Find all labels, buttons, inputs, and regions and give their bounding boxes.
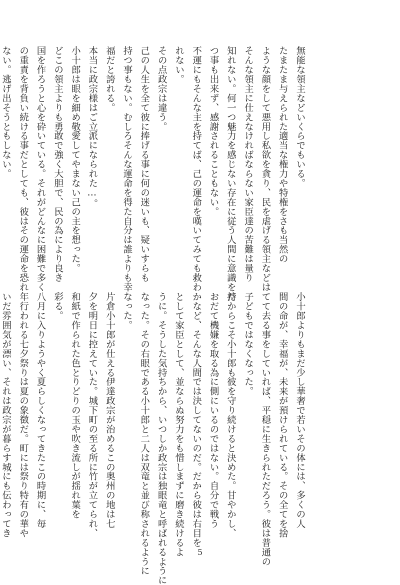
text-line: 不運にもそんな主を持てば、己の運命を嘆いてみても救わ xyxy=(190,46,202,292)
text-line: 持つ事もない。むしろそんな運命を得た自分は誰よりも幸 xyxy=(121,46,133,292)
page-number: 5 xyxy=(197,548,203,557)
text-line: 子どもではなくなった。 xyxy=(242,292,254,396)
text-line: おだて機嫌を取る為に側にいるのではない。自分で戦う xyxy=(207,292,219,529)
text-line: 八月に入りようやく夏らしくなってきたこの時期に、毎 xyxy=(34,292,46,529)
text-line: 間の命が、幸福が、未来が預けられている。その全てを捨 xyxy=(276,292,288,538)
text-line: いだ雰囲気が漂い、それは政宗が暮らす城にも伝わってき xyxy=(0,292,11,538)
text-line: 本当に政宗様はご立派になられた…。 xyxy=(86,46,98,209)
text-line: 無能な領主などいくらでもいる。 xyxy=(294,46,305,188)
text-line: 小十郎よりもまだ少し華奢で若いその体には、多くの人 xyxy=(294,292,305,529)
text-line: の重責を背負い続ける事だとしても、彼はその運命を恐れ xyxy=(17,46,29,292)
text-line: なった。その右眼である小十郎と二人は双竜と並び称されるように xyxy=(138,292,150,576)
text-line: つ事も出来ず、感謝されることもない。 xyxy=(207,46,219,217)
text-line: れない。 xyxy=(172,46,184,84)
text-line: なった。 xyxy=(121,292,133,330)
text-line: たまたま与えられた適当な権力や特権をさも当然の xyxy=(276,46,288,264)
text-line: 和紙で作られた色とりどりの玉や吹き流しが揺れ葉を xyxy=(69,292,81,519)
text-line: 福だと誇れる。 xyxy=(103,46,115,113)
text-line: 片倉小十郎が仕える伊達政宗が治めるこの奥州の地は七 xyxy=(103,292,115,529)
text-line: その点政宗は違う。 xyxy=(155,46,167,132)
text-line: 己の人生を全て彼に捧げる事に何の迷いも、疑いすらも xyxy=(138,46,150,283)
text-line: 彩る。 xyxy=(51,292,63,321)
text-line: だからこそ小十郎も彼を守り続けると決めた。甘やかし、 xyxy=(224,292,236,538)
text-line: 年行われる七夕祭りは夏の象徴だ。町には祭り特有の華や xyxy=(17,292,29,538)
text-line: 国を作ろうと心を砕いている。それがどんなに困難で多く xyxy=(34,46,46,292)
text-line: として家臣として、並ならぬ努力をも惜しまずに磨き続けるよ xyxy=(172,292,184,557)
text-line: そんな領主に仕えなければならない家臣達の苦難は量り xyxy=(242,46,254,283)
text-line: てて去る事をしていれば、平穏に生きられただろう。彼は普通の xyxy=(259,292,271,567)
text-line: どこの領主よりも勇敢で強く大胆で、民の為により良き xyxy=(51,46,63,283)
text-line: かなど、そんな人間では決してないのだ。だから彼は右目を xyxy=(190,292,202,548)
text-line: 小十郎は眼を細め敬愛してやまない己の主を想った。 xyxy=(69,46,81,273)
text-line: うに。そうした気持ちから、いつしか政宗は独眼竜と呼ばれるように xyxy=(155,292,167,585)
text-line: 知れない。何一つ魅力を感じない存在に従う人間に意識を持 xyxy=(224,46,236,302)
text-block-upper xyxy=(0,46,308,302)
text-line: ない。逃げ出そうともしない。 xyxy=(0,46,11,179)
text-line: ような顔をして悪用し私欲を貪り、民を虐げる領主などは xyxy=(259,46,271,292)
text-block-lower xyxy=(0,292,308,585)
text-line: 夕を明日に控えていた。城下町の至る所に竹が立てられ、 xyxy=(86,292,98,538)
